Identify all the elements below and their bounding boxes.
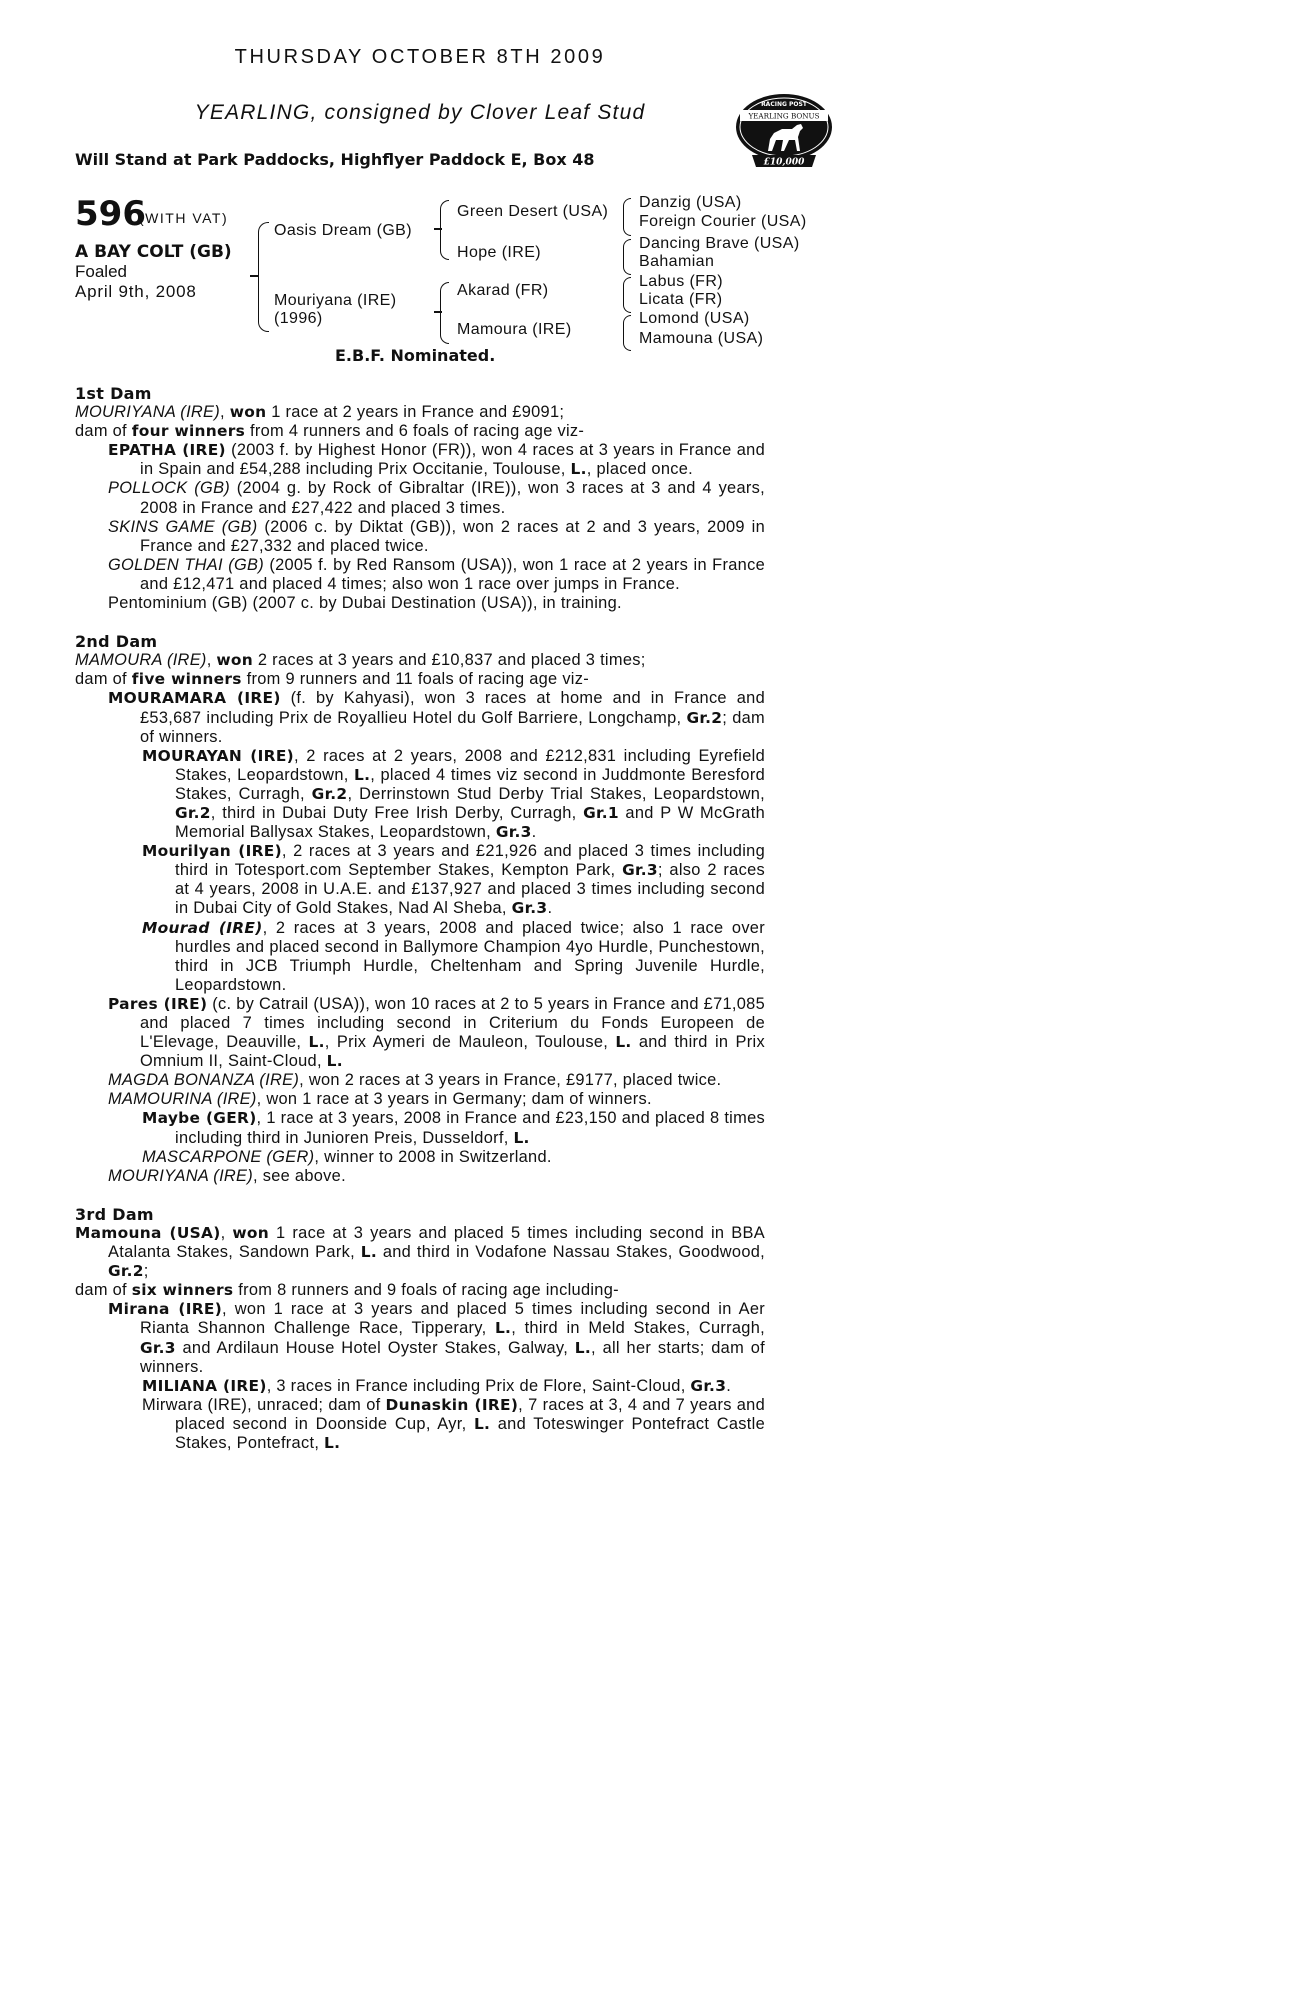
bold-text: L.	[574, 1338, 592, 1357]
pedigree-g6: Licata (FR)	[639, 291, 723, 308]
bold-text: five winners	[131, 670, 242, 689]
text-run: ; also 2 races at 4 years, 2008 in U.A.E. and £137,927 and placed 3 times including second in Dubai City of Gold Stakes, Nad Al Sheba,	[175, 861, 766, 918]
pedigree-g8: Mamouna (USA)	[639, 330, 764, 347]
bold-text: Gr.3	[495, 823, 532, 842]
bold-text: Mourad (IRE)	[142, 918, 263, 937]
italic-text: MOURIYANA (IRE)	[75, 403, 221, 422]
second-dam-heading: 2nd Dam	[75, 632, 158, 652]
text-run: , 7 races at 3, 4 and 7 years and placed second in Doonside Cup, Ayr,	[175, 1395, 766, 1433]
bold-text: Mourilyan (IRE)	[142, 842, 282, 861]
text-run: (f. by Kahyasi), won 3 races at home and in France and £53,687 including Prix de Royallieu Hotel du Golf Barriere, Longchamp,	[140, 689, 765, 727]
pedigree-g5: Labus (FR)	[639, 273, 724, 290]
bold-text: Pares (IRE)	[108, 994, 208, 1013]
text-run: , see above.	[253, 1166, 346, 1185]
pedigree-brace-dam-tip	[434, 311, 442, 313]
pedigree-g3: Dancing Brave (USA)	[639, 235, 800, 252]
bold-text: Gr.2	[686, 708, 723, 727]
bold-text: L.	[513, 1128, 530, 1147]
progeny-entry	[75, 594, 765, 613]
bold-text: Gr.3	[511, 899, 548, 918]
second-dam-entries	[75, 689, 765, 1185]
yearling-bonus-badge	[734, 93, 834, 171]
bold-text: Dunaskin (IRE)	[385, 1395, 519, 1414]
text-run: , placed 4 times viz second in Juddmonte Beresford Stakes, Curragh,	[175, 765, 765, 803]
bold-text: L.	[494, 1319, 512, 1338]
text-run: .	[726, 1376, 732, 1395]
bold-text: Mirana (IRE)	[108, 1300, 223, 1319]
italic-text: MASCARPONE (GER)	[142, 1147, 315, 1166]
bold-text: Gr.1	[583, 803, 619, 822]
progeny-entry	[75, 1396, 765, 1453]
pedigree-brace-g78	[623, 315, 631, 351]
text-run: (2003 f. by Highest Honor (FR)), won 4 races at 3 years in France and in Spain and £54,288 including Prix Occitanie, Toulouse,	[140, 441, 765, 479]
text-run: and Toteswinger Pontefract Castle Stakes, Pontefract,	[175, 1414, 765, 1452]
italic-text: MAGDA BONANZA (IRE)	[108, 1071, 300, 1090]
text-run: , placed once.	[586, 460, 694, 479]
text-run: , 2 races at 2 years, 2008 and £212,831 including Eyrefield Stakes, Leopardstown,	[175, 746, 765, 784]
pedigree-brace-g34	[623, 239, 631, 275]
text-run: and P W McGrath Memorial Ballysax Stakes, Leopardstown,	[175, 803, 765, 842]
text-run: , 1 race at 3 years, 2008 in France and £23,150 and placed 8 times including third in Junioren Preis, Dusseldorf,	[175, 1109, 765, 1147]
bold-text: Maybe (GER)	[142, 1109, 257, 1128]
lot-name: A BAY COLT (GB)	[75, 242, 232, 262]
text-run: and third in Vodafone Nassau Stakes, Goodwood,	[377, 1243, 765, 1262]
bold-text: four winners	[131, 422, 246, 441]
progeny-entry	[75, 1071, 765, 1090]
pedigree-g2: Foreign Courier (USA)	[639, 213, 807, 230]
pedigree-g4: Bahamian	[639, 253, 715, 270]
bold-text: Gr.3	[622, 861, 658, 880]
bold-text: L.	[615, 1033, 632, 1052]
bold-text: L.	[360, 1243, 378, 1262]
pedigree-brace-main-tip	[250, 275, 258, 277]
bold-text: L.	[570, 460, 587, 479]
pedigree-g1: Danzig (USA)	[639, 194, 742, 211]
pedigree-brace-main	[258, 222, 269, 332]
text-run: dam of	[75, 1281, 132, 1300]
text-run: 1 race at 3 years and placed 5 times including second in BBA Atalanta Stakes, Sandown Park,	[108, 1223, 765, 1262]
pedigree-dam-year: (1996)	[274, 310, 323, 327]
bold-text: EPATHA (IRE)	[108, 441, 226, 460]
second-dam-section	[75, 632, 765, 1186]
progeny-entry	[75, 556, 765, 594]
third-dam-section	[75, 1205, 765, 1453]
bold-text: L.	[354, 765, 371, 784]
progeny-entry	[75, 919, 765, 995]
stand-location: Will Stand at Park Paddocks, Highflyer Paddock E, Box 48	[75, 150, 595, 169]
pedigree-brace-sire-tip	[434, 228, 442, 230]
text-run: from 8 runners and 9 foals of racing age including-	[233, 1281, 619, 1300]
text-run: .	[531, 823, 537, 842]
progeny-entry	[75, 518, 765, 556]
text-run: , won 2 races at 3 years in France, £9177, placed twice.	[299, 1071, 722, 1090]
sale-date: THURSDAY OCTOBER 8TH 2009	[234, 46, 606, 68]
bold-text: won	[232, 1223, 270, 1242]
bold-text: MOURAMARA (IRE)	[108, 689, 281, 708]
pedigree-dam-sire: Akarad (FR)	[457, 282, 549, 299]
pedigree-brace-g12	[623, 198, 631, 236]
text-run: ,	[220, 1223, 233, 1242]
pedigree-sire: Oasis Dream (GB)	[274, 222, 412, 239]
text-run: ,	[220, 403, 230, 422]
text-run: 1 race at 2 years in France and £9091;	[266, 403, 565, 422]
progeny-entry	[75, 747, 765, 842]
italic-text: MAMOURINA (IRE)	[108, 1090, 257, 1109]
third-dam-entries	[75, 1300, 765, 1453]
bold-text: L.	[324, 1433, 341, 1452]
first-dam-entries	[75, 441, 765, 613]
progeny-entry	[75, 1090, 765, 1109]
progeny-entry	[75, 1109, 765, 1147]
text-run: , third in Dubai Duty Free Irish Derby, Curragh,	[210, 803, 584, 822]
pedigree-brace-sire	[440, 200, 449, 260]
italic-text: GOLDEN THAI (GB)	[108, 555, 264, 574]
bold-text: won	[216, 651, 254, 670]
text-run: , 2 races at 3 years and £21,926 and placed 3 times including third in Totesport.com September Stakes, Kempton Park,	[175, 842, 765, 880]
text-run: and third in Prix Omnium II, Saint-Cloud,	[140, 1033, 765, 1071]
text-run: dam of	[75, 422, 132, 441]
first-dam-section	[75, 384, 765, 613]
pedigree-brace-dam	[440, 282, 449, 344]
progeny-entry	[75, 1377, 765, 1396]
second-dam-line2	[75, 670, 765, 689]
text-run: , Derrinstown Stud Derby Trial Stakes, Leopardstown,	[347, 784, 765, 803]
progeny-entry	[75, 995, 765, 1071]
badge-middle-text: YEARLING BONUS	[748, 111, 820, 121]
text-run: and Ardilaun House Hotel Oyster Stakes, Galway,	[175, 1338, 575, 1357]
badge-top-text: RACING POST	[761, 101, 807, 108]
progeny-entry	[75, 1148, 765, 1167]
bold-text: won	[229, 403, 267, 422]
text-run: from 4 runners and 6 foals of racing age viz-	[245, 422, 585, 441]
text-run: ,	[206, 651, 217, 670]
text-run: , won 1 race at 3 years in Germany; dam of winners.	[256, 1090, 652, 1109]
first-dam-line2	[75, 422, 765, 441]
badge-bottom-text: £10,000	[763, 157, 805, 168]
progeny-entry	[75, 441, 765, 479]
bold-text: L.	[308, 1033, 325, 1052]
pedigree-sire-dam: Hope (IRE)	[457, 244, 542, 261]
pedigree-sire-sire: Green Desert (USA)	[457, 203, 609, 220]
first-dam-line1	[75, 403, 765, 422]
pedigree-dam: Mouriyana (IRE)	[274, 292, 397, 309]
text-run: 2 races at 3 years and £10,837 and placed 3 times;	[253, 651, 646, 670]
italic-text: MAMOURA (IRE)	[75, 651, 207, 670]
bold-text: six winners	[131, 1281, 234, 1300]
dam-sections	[75, 384, 765, 1453]
text-run: dam of	[75, 670, 132, 689]
text-run: (c. by Catrail (USA)), won 10 races at 2 to 5 years in France and £71,085 and placed 7 times including second in Criterium du Fonds Europeen de L'Elevage, Deauville,	[140, 994, 766, 1052]
second-dam-line1	[75, 651, 765, 670]
text-run: , won 1 race at 3 years and placed 5 times including second in Aer Rianta Shannon Challenge Race, Tipperary,	[140, 1300, 766, 1338]
bold-text: Gr.3	[690, 1376, 727, 1395]
lot-number: 596	[75, 194, 146, 234]
text-run: Pentominium (GB) (2007 c. by Dubai Destination (USA)), in training.	[108, 594, 622, 613]
bold-text: MOURAYAN (IRE)	[142, 746, 294, 765]
progeny-entry	[75, 1167, 765, 1186]
pedigree-dam-dam: Mamoura (IRE)	[457, 321, 572, 338]
text-run: , all her starts; dam of winners.	[140, 1338, 765, 1376]
vat-note: (WITH VAT)	[139, 210, 229, 226]
bold-text: Gr.2	[175, 803, 211, 822]
first-dam-heading: 1st Dam	[75, 384, 152, 403]
bold-text: Gr.2	[311, 784, 348, 803]
pedigree-brace-g56	[623, 277, 631, 313]
third-dam-heading: 3rd Dam	[75, 1204, 154, 1224]
text-run: ;	[143, 1262, 149, 1281]
bold-text: MILIANA (IRE)	[142, 1376, 267, 1395]
progeny-entry	[75, 1300, 765, 1376]
text-run: , third in Meld Stakes, Curragh,	[511, 1319, 765, 1338]
text-run: , winner to 2008 in Switzerland.	[314, 1147, 552, 1166]
foaled-label: Foaled	[75, 262, 127, 281]
bold-text: L.	[473, 1414, 491, 1433]
progeny-entry	[75, 842, 765, 918]
third-dam-line1	[75, 1224, 765, 1281]
italic-text: SKINS GAME (GB)	[108, 517, 258, 536]
bold-text: L.	[326, 1052, 343, 1071]
third-dam-line2	[75, 1281, 765, 1300]
text-run: (2006 c. by Diktat (GB)), won 2 races at 2 and 3 years, 2009 in France and £27,332 and placed twice.	[140, 517, 765, 555]
consignor-line: YEARLING, consigned by Clover Leaf Stud	[194, 101, 646, 124]
foaled-date: April 9th, 2008	[75, 282, 197, 301]
text-run: .	[547, 899, 553, 918]
bold-text: Gr.2	[108, 1262, 144, 1281]
text-run: , 2 races at 3 years, 2008 and placed twice; also 1 race over hurdles and placed second in Ballymore Champion 4yo Hurdle, Punchestown, third in JCB Triumph Hurdle, Cheltenham and Spring Juvenile Hurdle, Leopardstown.	[175, 918, 765, 994]
progeny-entry	[75, 689, 765, 746]
text-run: Mirwara (IRE), unraced; dam of	[142, 1395, 386, 1414]
bold-text: Mamouna (USA)	[75, 1223, 221, 1242]
pedigree-g7: Lomond (USA)	[639, 310, 750, 327]
ebf-note: E.B.F. Nominated.	[335, 346, 496, 365]
text-run: from 9 runners and 11 foals of racing age viz-	[241, 670, 590, 689]
text-run: (2004 g. by Rock of Gibraltar (IRE)), won 3 races at 3 and 4 years, 2008 in France and £27,422 and placed 3 times.	[140, 479, 765, 517]
italic-text: POLLOCK (GB)	[108, 479, 231, 498]
text-run: ; dam of winners.	[140, 708, 765, 746]
progeny-entry	[75, 479, 765, 517]
text-run: , Prix Aymeri de Mauleon, Toulouse,	[324, 1033, 616, 1052]
text-run: (2005 f. by Red Ransom (USA)), won 1 race at 2 years in France and £12,471 and placed 4 times; also won 1 race over jumps in France.	[140, 555, 765, 593]
italic-text: MOURIYANA (IRE)	[108, 1166, 254, 1185]
text-run: , 3 races in France including Prix de Flore, Saint-Cloud,	[266, 1376, 691, 1395]
bold-text: Gr.3	[140, 1338, 176, 1357]
